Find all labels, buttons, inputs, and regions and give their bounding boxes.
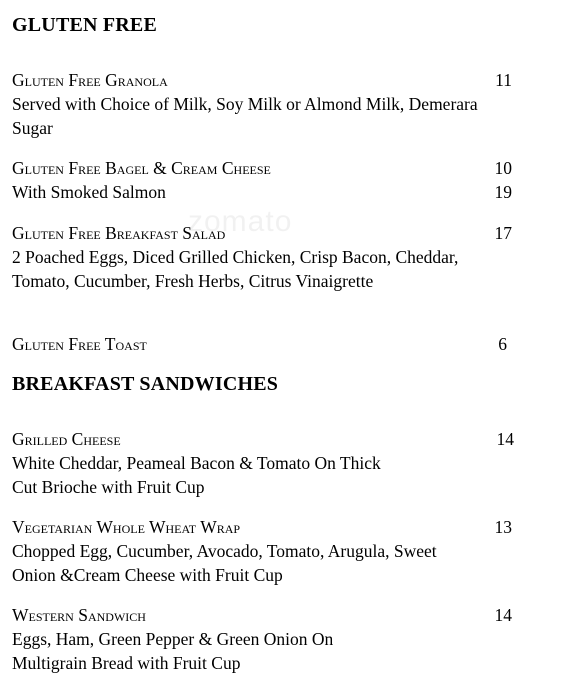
menu-item-gluten-free-breakfast-salad: [12, 221, 517, 293]
item-name: Vegetarian Whole Wheat Wrap: [12, 517, 241, 537]
watermark: zomato: [188, 205, 293, 238]
item-name: Gluten Free Bagel & Cream Cheese: [12, 158, 271, 178]
section-title-gluten-free: GLUTEN FREE: [12, 14, 158, 36]
menu-item-gluten-free-bagel: [12, 156, 517, 204]
item-description: Chopped Egg, Cucumber, Avocado, Tomato, Arugula, Sweet Onion &Cream Cheese with Fruit Cup: [12, 541, 437, 585]
item-description: 2 Poached Eggs, Diced Grilled Chicken, Crisp Bacon, Cheddar, Tomato, Cucumber, Fresh Herbs, Citrus Vinaigrette: [12, 247, 459, 291]
item-price: 14: [494, 605, 512, 625]
menu-item-western-sandwich: [12, 603, 517, 675]
item-name: Gluten Free Breakfast Salad: [12, 223, 226, 243]
item-price-with-salmon: 19: [494, 182, 512, 202]
item-price: 13: [494, 517, 512, 537]
item-price: 14: [496, 429, 514, 449]
item-description: White Cheddar, Peameal Bacon & Tomato On Thick Cut Brioche with Fruit Cup: [12, 453, 381, 497]
item-price: 17: [494, 223, 512, 243]
menu-item-gluten-free-granola: [12, 68, 517, 140]
item-description: Eggs, Ham, Green Pepper & Green Onion On Multigrain Bread with Fruit Cup: [12, 629, 334, 673]
item-price: 11: [495, 70, 512, 90]
item-description: With Smoked Salmon: [12, 182, 166, 202]
item-name: Gluten Free Granola: [12, 70, 168, 90]
item-name: Gluten Free Toast: [12, 334, 147, 354]
section-title-breakfast-sandwiches: BREAKFAST SANDWICHES: [12, 373, 279, 395]
item-name: Western Sandwich: [12, 605, 146, 625]
item-price: 10: [494, 158, 512, 178]
item-description: Served with Choice of Milk, Soy Milk or Almond Milk, Demerara Sugar: [12, 94, 478, 138]
menu-item-gluten-free-toast: [12, 332, 517, 356]
menu-item-grilled-cheese: [12, 427, 517, 499]
menu-item-vegetarian-wrap: [12, 515, 517, 587]
item-name: Grilled Cheese: [12, 429, 121, 449]
item-price: 6: [498, 334, 507, 354]
